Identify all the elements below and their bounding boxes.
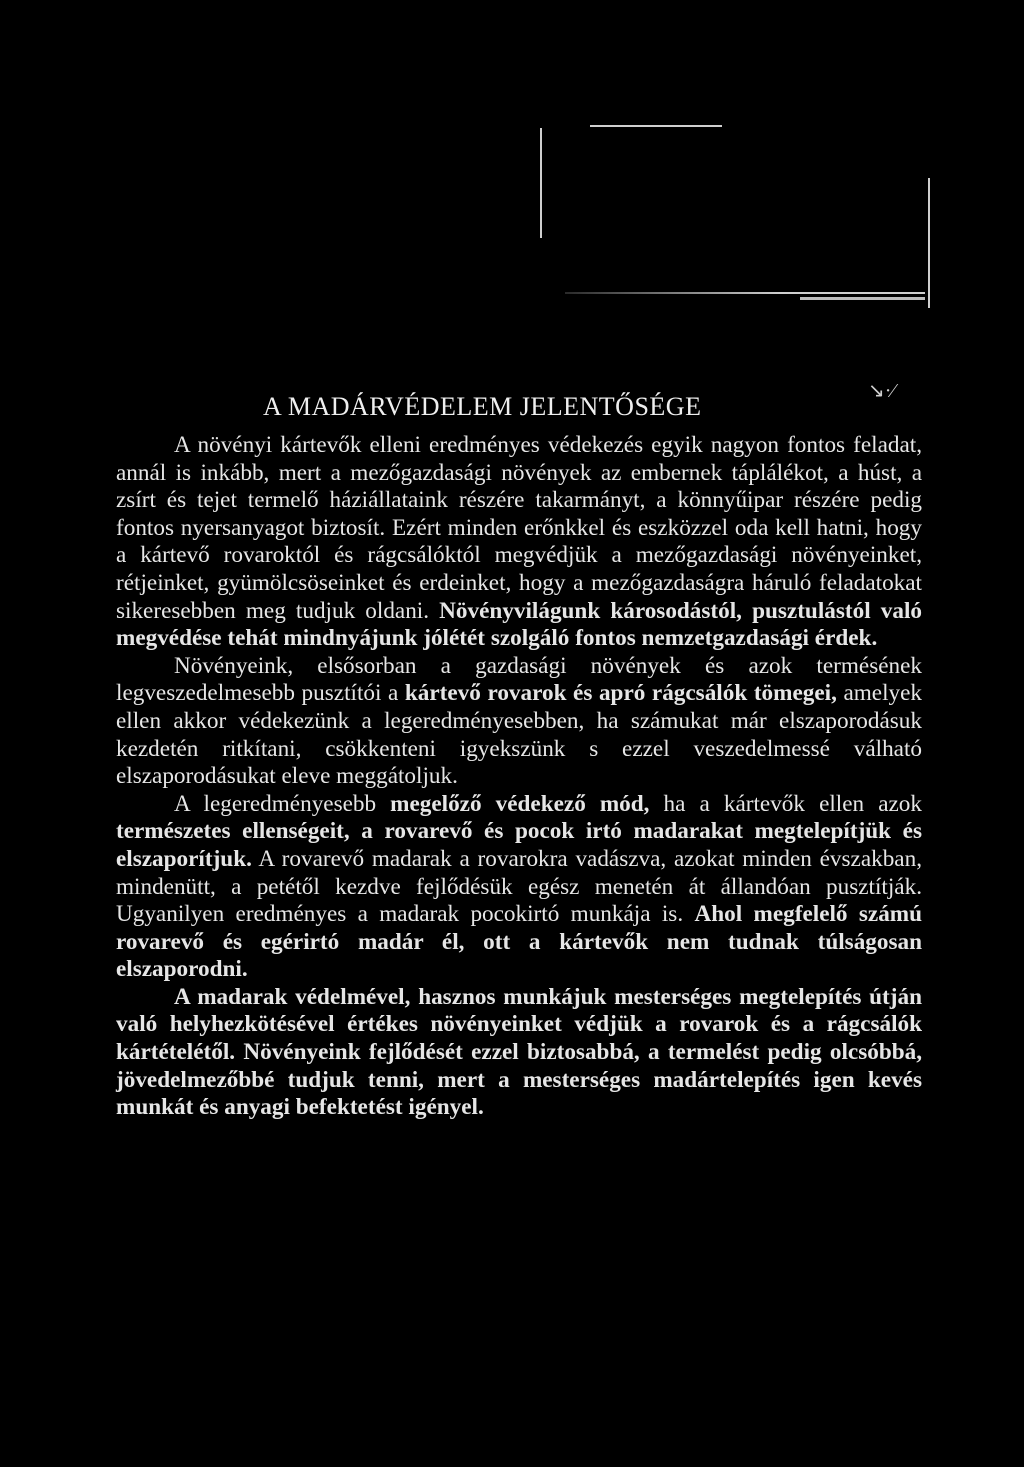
text-segment: Növényeink, elsősorban a gazdasági növények és azok termésének legveszedelmesebb pusztítói a [116,652,922,707]
paragraph [116,432,922,653]
paragraph [116,653,922,791]
text-segment: A növényi kártevők elleni eredményes védekezés egyik nagyon fontos feladat, annál is inkább, mert a mezőgazdasági növények az embernek táplálékot, a húst, a zsírt és tejet termelő háziállataink részére takarmányt, a könnyűipar részére pedig fontos nyersanyagot biztosít. Ezért minden erőnkkel és eszközzel oda kell hatni, hogy a kártevő rovaroktól és rágcsálóktól megvédjük a mezőgazdasági növényeinket, rétjeinket, gyümölcsöseinket és erdeinket, hogy a mezőgazdaságra háruló feladatokat sikeresebben meg tudjuk oldani. [116,432,922,624]
frame-line-bottom-thick [800,297,925,300]
page-title: A MADÁRVÉDELEM JELENTŐSÉGE [263,392,702,422]
frame-line-top [590,125,722,127]
text-segment: ha a kártevők ellen azok [649,790,922,817]
frame-line-left [540,128,542,238]
scan-mark-icon: ↘·⁄ [868,380,895,402]
text-segment: A legeredményesebb [174,790,391,817]
body-text [116,432,922,1122]
frame-line-bottom [565,292,925,294]
bold-text-segment: megelőző védekező mód, [390,790,650,817]
paragraph [116,791,922,984]
text-segment: amelyek ellen akkor védekezünk a legeredményesebben, ha számukat már elszaporodásuk kezdetén ritkítani, csökkenteni igyekszünk s ezzel veszedelmessé válható elszaporodásukat eleve meggátoljuk. [116,680,922,790]
frame-line-right [928,178,930,308]
bold-text-segment: Növényvilágunk károsodástól, pusztulástól való megvédése tehát mindnyájunk jólétét szolgáló fontos nemzetgazdasági érdek. [116,597,922,652]
bold-text-segment: természetes ellenségeit, a rovarevő és pocok irtó madarakat megtelepítjük és elszaporítjuk. [116,818,922,872]
bold-text-segment: kártevő rovarok és apró rágcsálók tömegei, [404,680,837,707]
text-segment: A rovarevő madarak a rovarokra vadászva, azokat minden évszakban, mindenütt, a petétől kezdve fejlődésük egész menetén át állandóan pusztítják. Ugyanilyen eredményes a madarak pocokirtó munkája is. [116,845,922,928]
bold-text-segment: A madarak védelmével, hasznos munkájuk mesterséges megtelepítés útján való helyhezkötésével értékes növényeinket védjük a rovarok és a rágcsálók kártételétől. Növényeink fejlődését ezzel biztosabbá, a termelést pedig olcsóbbá, jövedelmezőbbé tudjuk tenni, mert a mesterséges madártelepítés igen kevés munkát és anyagi befektetést igényel. [116,983,922,1121]
bold-text-segment: Ahol megfelelő számú rovarevő és egérirtó madár él, ott a kártevők nem tudnak túlságosan elszaporodni. [116,901,922,983]
paragraph [116,984,922,1122]
